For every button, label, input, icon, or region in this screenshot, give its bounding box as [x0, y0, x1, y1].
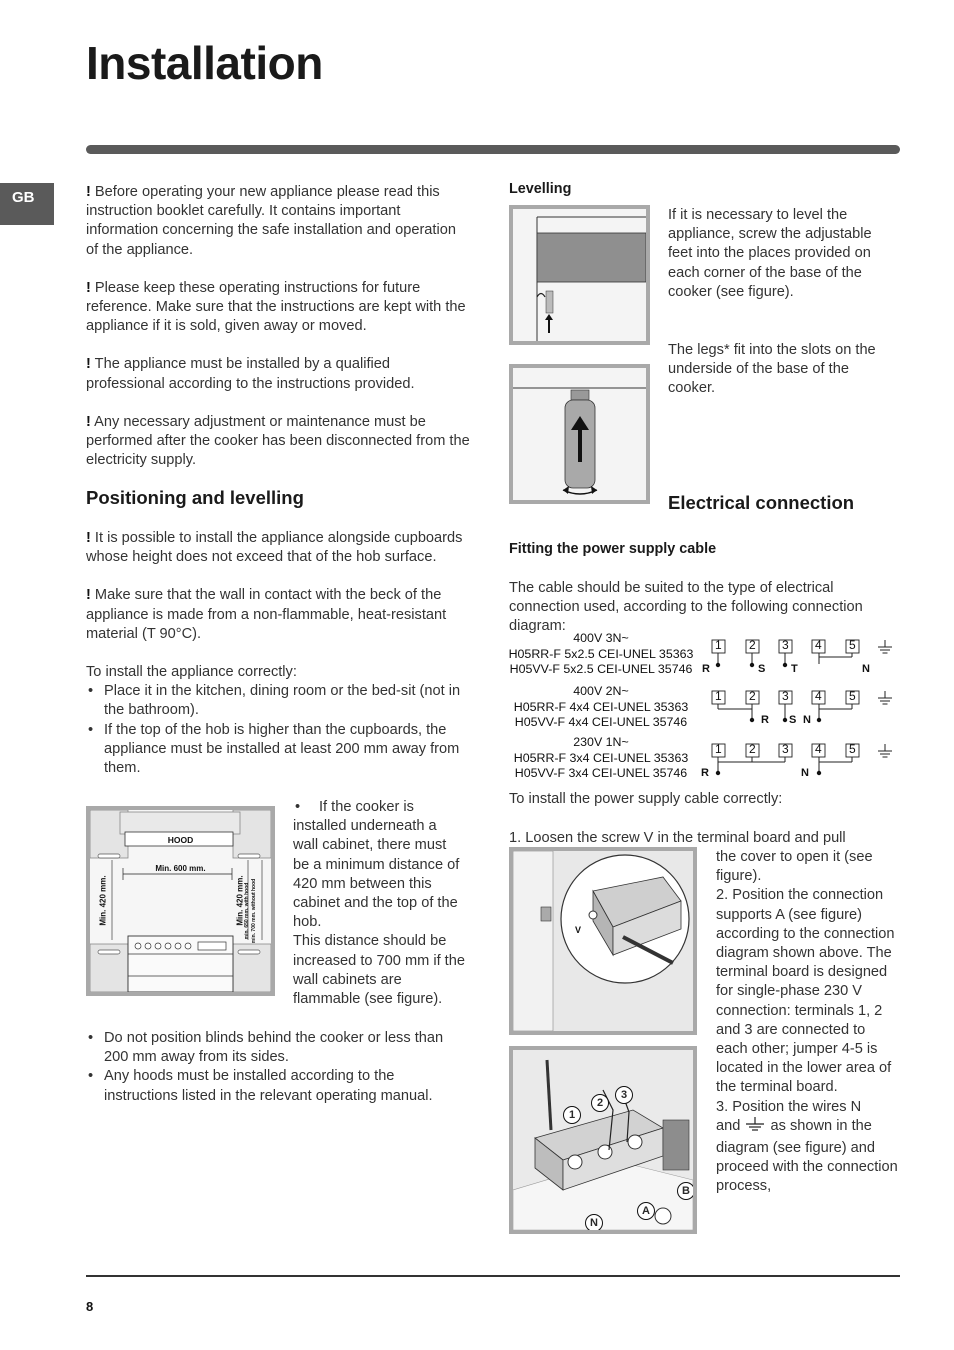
safety-warnings — [86, 183, 471, 470]
screw-v-label: V — [575, 925, 582, 935]
callout-n: N — [585, 1214, 603, 1232]
cabinet-bullet: • If the cooker is installed underneath a wall cabinet, there must be a minimum distance of 420 mm between this cabinet and the top of the hob. — [293, 799, 460, 931]
warning-paragraph: ! It is possible to install the appliance alongside cupboards whose height does not exceed that of the hob surface. — [86, 530, 463, 566]
install-intro: To install the appliance correctly: — [86, 664, 297, 681]
terminal-board-figure — [509, 1046, 697, 1234]
callout-b: B — [677, 1182, 695, 1200]
levelling-text-2: The legs* fit into the slots on the underside of the base of the cooker. — [668, 342, 876, 397]
terminal-board-drawing — [513, 1050, 693, 1230]
positioning-text — [86, 529, 471, 778]
warning-paragraph: ! Before operating your new appliance please read this instruction booklet carefully. It contains important information concerning the safe installation and operation of the appliance. — [86, 184, 456, 258]
step-2: 2. Position the connection supports A (see figure) according to the connection diagram shown above. The terminal board is designed for single-phase 230 V connection: terminals 1, 2 and 3 are connected to each other; jumper 4-5 is located in the lower area of the terminal board. — [716, 887, 895, 1096]
levelling-heading: Levelling — [509, 181, 572, 197]
cabinet-text — [293, 798, 465, 1009]
callout-a: A — [637, 1202, 655, 1220]
warning-paragraph: ! Make sure that the wall in contact with the beck of the appliance is made from a non-flammable, heat-resistant material (T 90°C). — [86, 587, 447, 642]
callout-3: 3 — [615, 1086, 633, 1104]
terminal-cover-figure — [509, 847, 697, 1035]
levelling-figure-2 — [509, 364, 650, 504]
wiring-diagram-label-3: 230V 1N~ H05RR-F 3x4 CEI-UNEL 35363 H05VV-F 3x4 CEI-UNEL 35746 — [513, 735, 689, 780]
cabinet-note: This distance should be increased to 700 mm if the wall cabinets are flammable (see figure). — [293, 933, 465, 1008]
callout-2: 2 — [591, 1094, 609, 1112]
step-3: 3. Position the wires N and as shown in the diagram (see figure) and proceed with the connection process, — [716, 1098, 898, 1195]
positioning-heading: Positioning and levelling — [86, 487, 304, 508]
callout-1: 1 — [563, 1106, 581, 1124]
electrical-intro: The cable should be suited to the type of electrical connection used, according to the following connection diagram: — [509, 580, 863, 635]
min-420-left-label: Min. 420 mm. — [98, 875, 108, 926]
step-1-line: 1. Loosen the screw V in the terminal board and pull — [509, 830, 846, 846]
footer-divider — [86, 1275, 900, 1277]
power-cable-subheading: Fitting the power supply cable — [509, 541, 717, 557]
hood-label: HOOD — [167, 835, 194, 845]
cabinet-clearance-figure — [86, 806, 275, 996]
terminal-wiring-drawing — [698, 634, 898, 782]
warning-paragraph: ! Please keep these operating instructions for future reference. Make sure that the instructions are kept with the appliance if it is sold, given away or moved. — [86, 279, 466, 335]
language-tab: GB — [0, 183, 54, 225]
adjustable-foot-drawing — [513, 368, 646, 500]
cable-install-intro: To install the power supply cable correctly: — [509, 791, 783, 807]
wiring-diagram-label-2: 400V 2N~ H05RR-F 4x4 CEI-UNEL 35363 H05VV-F 4x4 CEI-UNEL 35746 — [513, 684, 689, 729]
cooker-base-drawing — [513, 209, 646, 341]
page-title: Installation — [86, 37, 323, 89]
step-1-cont: the cover to open it (see figure). — [716, 849, 873, 885]
page-number: 8 — [86, 1299, 94, 1314]
title-divider — [86, 145, 900, 154]
wiring-diagram-label-1: 400V 3N~ H05RR-F 5x2.5 CEI-UNEL 35363 H05VV-F 5x2.5 CEI-UNEL 35746 — [508, 631, 694, 676]
step-text — [716, 848, 900, 1197]
earth-icon — [744, 1117, 766, 1139]
levelling-figure-1 — [509, 205, 650, 345]
warning-paragraph: ! Any necessary adjustment or maintenance must be performed after the cooker has been disconnected from the electricity supply. — [86, 413, 470, 469]
min-600-label: Min. 600 mm. — [155, 864, 206, 873]
list-item: • Place it in the kitchen, dining room or the bed-sit (not in the bathroom). — [86, 682, 471, 720]
hood-bullets — [86, 1029, 471, 1106]
list-item: • Any hoods must be installed according to the instructions listed in the relevant operating manual. — [86, 1067, 471, 1105]
terminal-cover-drawing — [513, 851, 693, 1031]
levelling-text-1: If it is necessary to level the appliance, screw the adjustable feet into the places provided on each corner of the base of the cooker (see figure). — [668, 207, 872, 300]
list-item: • Do not position blinds behind the cooker or less than 200 mm away from its sides. — [86, 1029, 471, 1067]
electrical-heading: Electrical connection — [668, 492, 855, 513]
list-item: • If the top of the hob is higher than the cupboards, the appliance must be installed at least 200 mm away from them. — [86, 721, 471, 779]
warning-paragraph: ! The appliance must be installed by a qualified professional according to the instructions provided. — [86, 356, 415, 392]
min-650-700-label: min. 650 mm. with hood min. 700 mm. without hood — [244, 878, 257, 944]
min-420-right-label: Min. 420 mm. — [235, 875, 245, 926]
install-bullets — [86, 682, 471, 778]
